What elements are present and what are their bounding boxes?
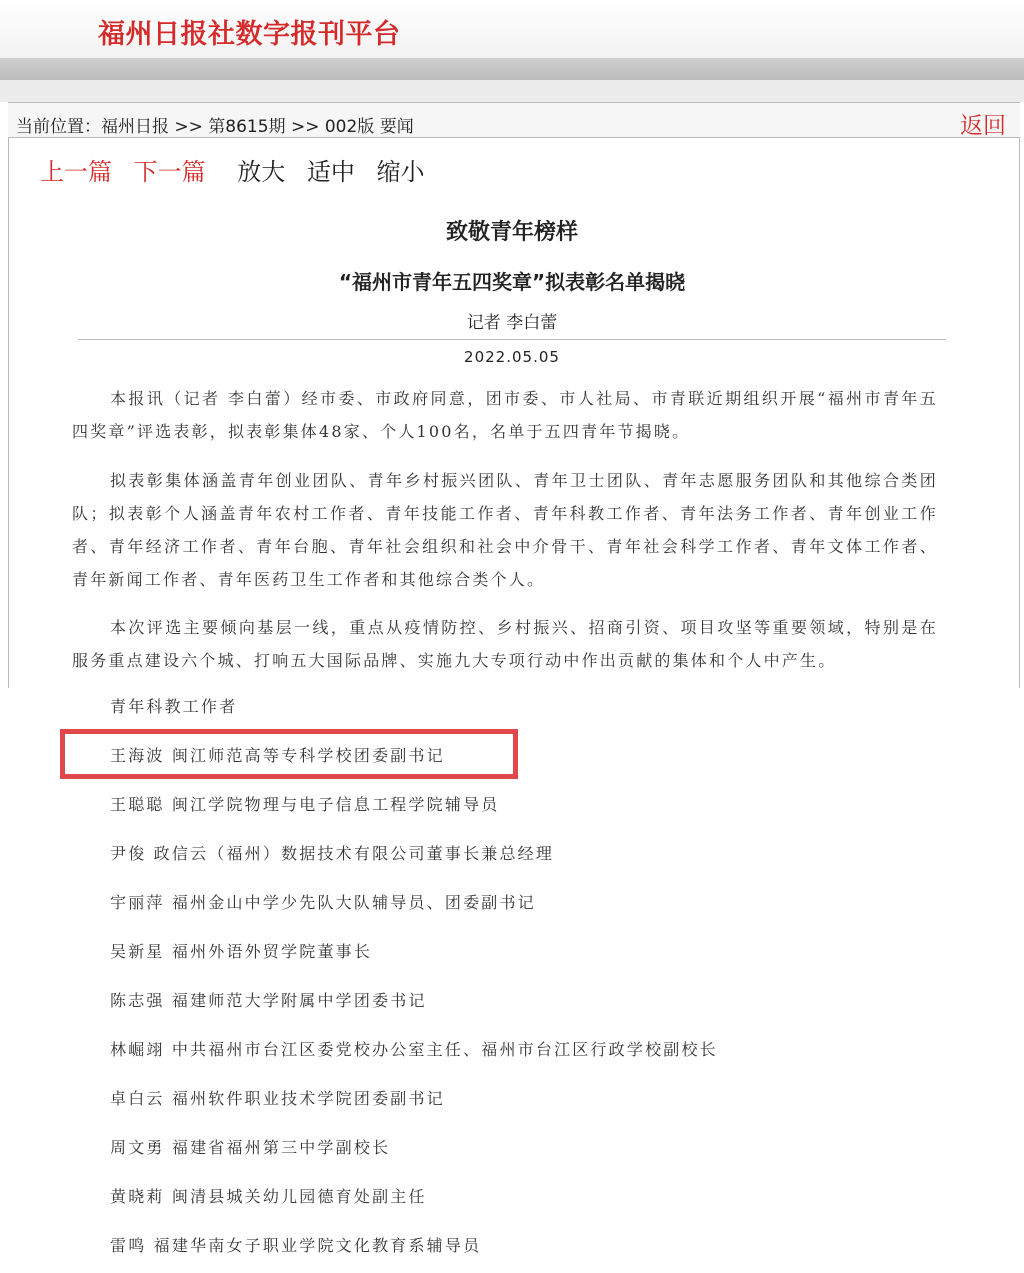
article-date: 2022.05.05 bbox=[464, 348, 560, 366]
site-title: 福州日报社数字报刊平台 bbox=[98, 19, 401, 50]
list-heading: 青年科教工作者 bbox=[110, 697, 238, 716]
article-byline: 记者 李白蕾 bbox=[466, 313, 558, 333]
article-subtitle: “福州市青年五四奖章”拟表彰名单揭晓 bbox=[338, 270, 686, 294]
list-item: 陈志强 福建师范大学附属中学团委书记 bbox=[110, 991, 427, 1010]
breadcrumb-bar bbox=[8, 102, 1020, 138]
list-item: 黄晓莉 闽清县城关幼儿园德育处副主任 bbox=[110, 1187, 427, 1206]
list-item: 雷鸣 福建华南女子职业学院文化教育系辅导员 bbox=[110, 1236, 482, 1255]
list-item: 林崛翊 中共福州市台江区委党校办公室主任、福州市台江区行政学校副校长 bbox=[110, 1040, 718, 1059]
next-article-link[interactable]: 下一篇 bbox=[133, 158, 206, 186]
article-paragraph: 本次评选主要倾向基层一线，重点从疫情防控、乡村振兴、招商引资、项目攻坚等重要领域，特别是在服务重点建设六个城、打响五大国际品牌、实施九大专项行动中作出贡献的集体和个人中产生。 bbox=[72, 618, 938, 670]
list-item: 尹俊 政信云（福州）数据技术有限公司董事长兼总经理 bbox=[110, 844, 555, 863]
site-header bbox=[0, 0, 1024, 58]
header-band bbox=[0, 58, 1024, 80]
zoom-out-link[interactable]: 缩小 bbox=[376, 158, 425, 186]
highlight-annotation-box bbox=[60, 729, 518, 779]
back-link[interactable]: 返回 bbox=[960, 113, 1006, 139]
article-paragraph: 拟表彰集体涵盖青年创业团队、青年乡村振兴团队、青年卫士团队、青年志愿服务团队和其他综合类团队；拟表彰个人涵盖青年农村工作者、青年技能工作者、青年科教工作者、青年法务工作者、青年创业工作者、青年经济工作者、青年台胞、青年社会组织和社会中介骨干、青年社会科学工作者、青年文体工作者、青年新闻工作者、青年医药卫生工作者和其他综合类个人。 bbox=[72, 471, 938, 589]
list-item: 王海波 闽江师范高等专科学校团委副书记 bbox=[110, 746, 445, 765]
zoom-in-link[interactable]: 放大 bbox=[237, 158, 286, 186]
article-paragraph: 本报讯（记者 李白蕾）经市委、市政府同意，团市委、市人社局、市青联近期组织开展“福州市青年五四奖章”评选表彰，拟表彰集体48家、个人100名，名单于五四青年节揭晓。 bbox=[72, 389, 938, 441]
article-title: 致敬青年榜样 bbox=[445, 220, 578, 245]
list-item: 吴新星 福州外语外贸学院董事长 bbox=[110, 942, 373, 961]
list-item: 宇丽萍 福州金山中学少先队大队辅导员、团委副书记 bbox=[110, 893, 536, 912]
prev-article-link[interactable]: 上一篇 bbox=[40, 158, 112, 186]
zoom-fit-link[interactable]: 适中 bbox=[306, 158, 355, 186]
list-item: 周文勇 福建省福州第三中学副校长 bbox=[110, 1138, 391, 1157]
title-divider bbox=[78, 339, 946, 340]
breadcrumb: 当前位置：福州日报 >> 第8615期 >> 002版 要闻 bbox=[16, 117, 414, 137]
header-gap bbox=[0, 80, 1024, 102]
list-item: 王聪聪 闽江学院物理与电子信息工程学院辅导员 bbox=[110, 795, 500, 814]
list-item: 卓白云 福州软件职业技术学院团委副书记 bbox=[110, 1089, 445, 1108]
article-nav bbox=[40, 152, 439, 187]
